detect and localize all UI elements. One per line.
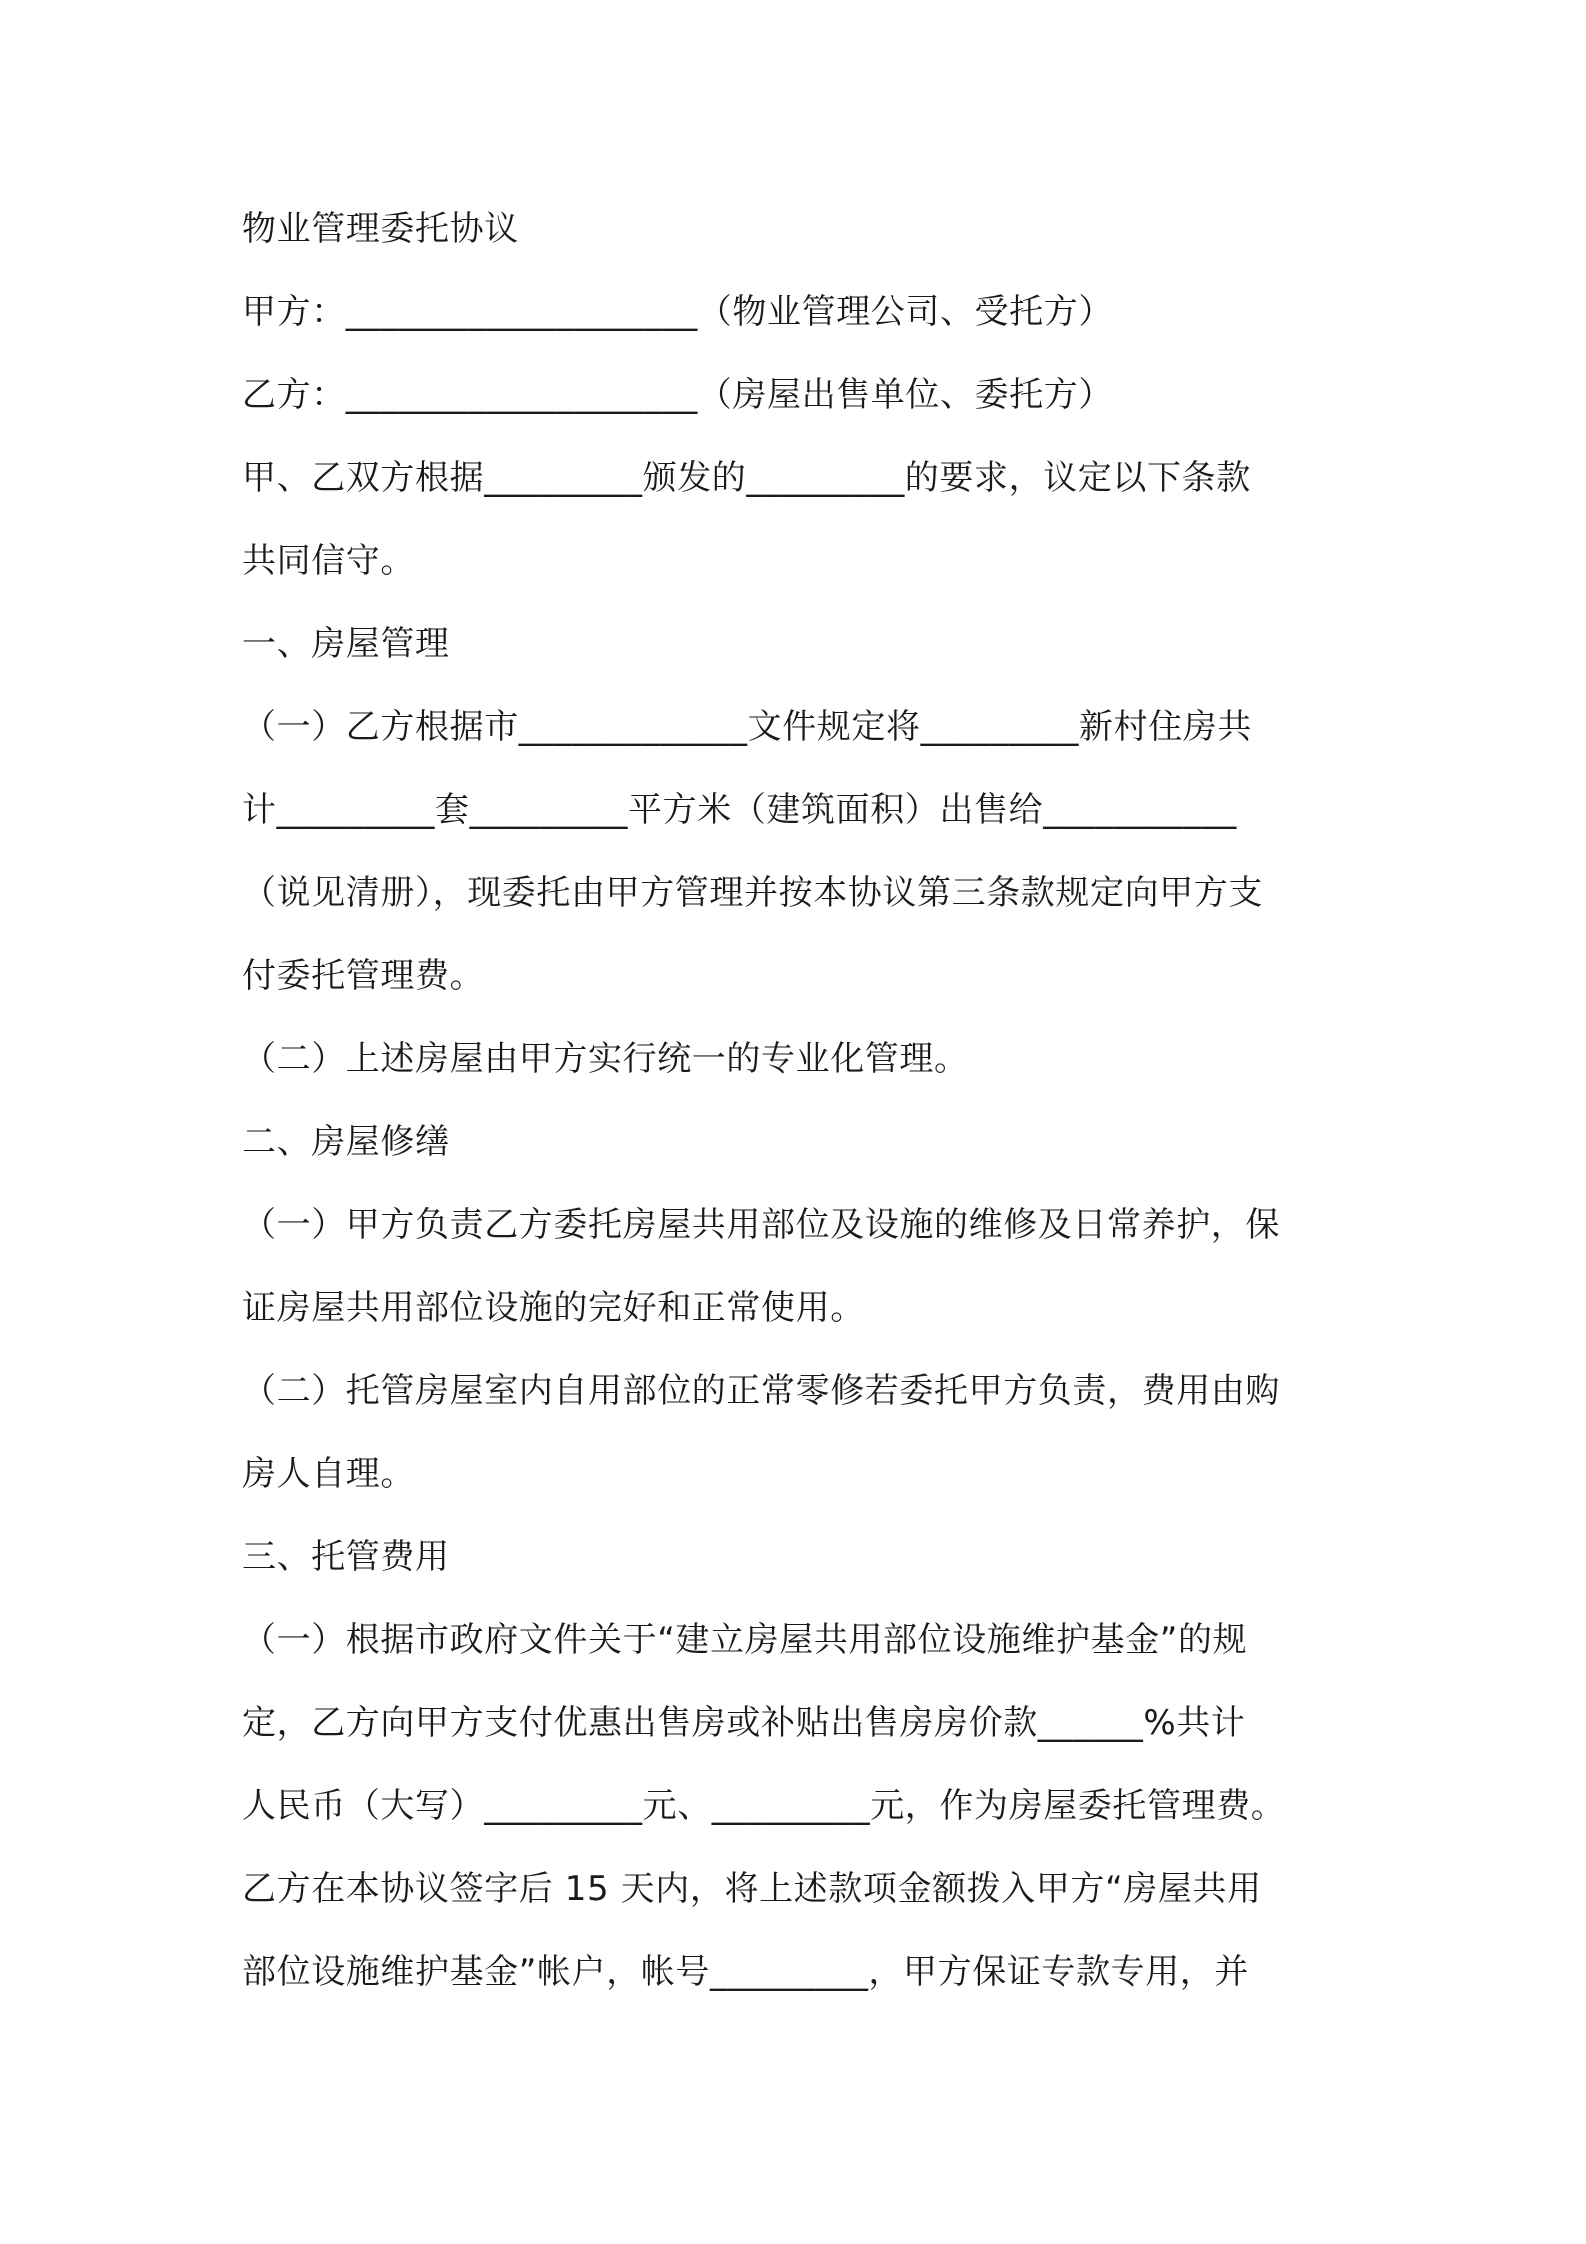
paragraph-line: 共同信守。 xyxy=(242,541,415,581)
paragraph-line: 付委托管理费。 xyxy=(242,956,485,996)
paragraph-line: 房人自理。 xyxy=(242,1454,415,1494)
paragraph-line: 定，乙方向甲方支付优惠出售房或补贴出售房房价款______%共计 xyxy=(242,1703,1246,1743)
paragraph-line: 证房屋共用部位设施的完好和正常使用。 xyxy=(242,1288,865,1328)
paragraph-line: （一）根据市政府文件关于“建立房屋共用部位设施维护基金”的规 xyxy=(242,1620,1248,1660)
section-heading: 二、房屋修缮 xyxy=(242,1122,450,1162)
paragraph-line: （说见清册），现委托由甲方管理并按本协议第三条款规定向甲方支 xyxy=(242,873,1263,913)
paragraph-line: （二）上述房屋由甲方实行统一的专业化管理。 xyxy=(242,1039,969,1079)
paragraph-line: 计_________套_________平方米（建筑面积）出售给___________ xyxy=(242,790,1237,830)
paragraph-line: 乙方在本协议签字后 15 天内，将上述款项金额拨入甲方“房屋共用 xyxy=(242,1869,1262,1909)
party-b-line: 乙方：____________________（房屋出售单位、委托方） xyxy=(242,375,1113,415)
document-title: 物业管理委托协议 xyxy=(242,209,519,249)
paragraph-line: 甲、乙双方根据_________颁发的_________的要求，议定以下条款 xyxy=(242,458,1251,498)
paragraph-line: 部位设施维护基金”帐户，帐号_________，甲方保证专款专用，并 xyxy=(242,1952,1250,1992)
section-heading: 一、房屋管理 xyxy=(242,624,450,664)
paragraph-line: 人民币（大写）_________元、_________元，作为房屋委托管理费。 xyxy=(242,1786,1286,1826)
paragraph-line: （一）乙方根据市_____________文件规定将_________新村住房共 xyxy=(242,707,1252,747)
paragraph-line: （一）甲方负责乙方委托房屋共用部位及设施的维修及日常养护，保 xyxy=(242,1205,1280,1245)
party-a-line: 甲方：____________________（物业管理公司、受托方） xyxy=(242,292,1113,332)
section-heading: 三、托管费用 xyxy=(242,1537,450,1577)
paragraph-line: （二）托管房屋室内自用部位的正常零修若委托甲方负责，费用由购 xyxy=(242,1371,1280,1411)
